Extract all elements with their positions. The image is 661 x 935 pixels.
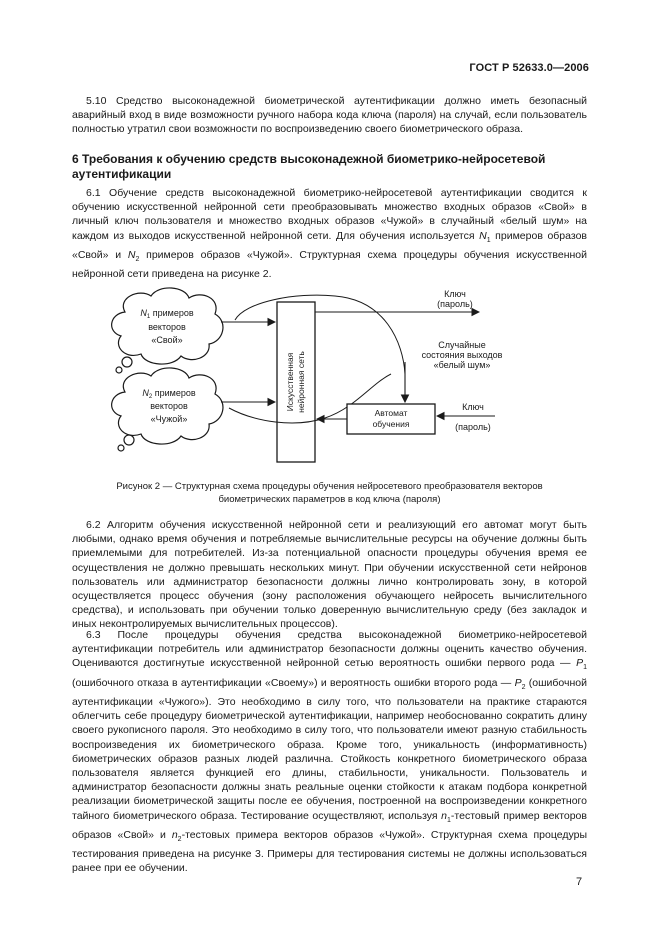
cloud1-line3: «Свой» [151,335,183,345]
p63-c: (ошибочной аутентификации «Чужого»). Это необходимо в силу того, что пользователи на практике стараются облегчить себе процедуру биометрической аутентификации, например необоснованно сократить длину своего рукописного пароля. Это необходимо в силу того, что пользователи имеют разную стабильность воспроизведения их биометрического образа. Кроме того, уникальность (информативность) биометрических образов разных людей различна. Стойкость конкретного биометрического образа пользователя является функцией его длины, стабильности, уникальности. Пользователь и администратор безопасности должны знать реальные оценки стойкости к атакам подбора конкретной реализации биометрической защиты после ее обучения, построенной на воспроизведении конкретного тайного биометрического образа. Тестирование осуществляют, используя [72,676,588,822]
p61-n2: N [127,248,136,261]
training-scheme-svg [95,282,525,472]
cloud-foreign-tail-1 [124,435,134,445]
paragraph-6-3 [72,628,587,876]
p63-n1-sub: 1 [447,816,451,824]
cloud-own-tail-2 [116,367,122,373]
page-number: 7 [576,876,583,888]
key-output-label-1: Ключ [444,289,466,299]
document-header: ГОСТ Р 52633.0—2006 [469,62,589,74]
noise-label-2: состояния выходов [421,350,503,360]
automat-label-1: Автомат [374,408,408,418]
cloud2-sub: 2 [148,394,153,400]
cloud2-line2: векторов [150,401,188,411]
cloud2-var: N [142,388,149,398]
key-input-label-1: Ключ [462,402,484,412]
paragraph-6-2: 6.2 Алгоритм обучения искусственной нейронной сети и реализующий его автомат могут быть любыми, однако время обучения и потребляемые вычислительные ресурсы на обучение должны быть приемлемыми для потребителей. Из-за потенциальной опасности процедуры обучения время ее осуществления не должно превышать нескольких минут. При обучении искусственной сети нейронов пользователь или администратор безопасности должны лично контролировать зону, в которой осуществляется процесс обучения (зону расположения обучающего нейросеть вычислительного средства), и использовать при обучении только доверенную вычислительную среду (без закладок и иных неконтролируемых вычислительных процессов). [72,519,587,631]
p61-end: примеров образов «Чужой». Структурная схема процедуры обучения искусственной нейронной сети приведена на рисунке 2. [72,248,587,281]
figure-caption [72,481,587,506]
network-label-2: нейронная сеть [296,351,306,413]
p63-p1-sub: 1 [583,664,587,672]
p63-n1: n [441,809,448,822]
p63-d: -тестовый пример векторов образов «Свой» и [72,809,587,841]
caption-line-1: Рисунок 2 — Структурная схема процедуры обучения нейросетевого преобразователя векторов [116,481,543,492]
section-title: 6 Требования к обучению средств высоконадежной биометрико-нейросетевой аутентификации [72,152,546,181]
p63-p2-sub: 2 [521,683,526,691]
cloud-foreign-tail-2 [118,445,124,451]
paragraph-6-1 [72,186,587,281]
cloud-own-tail-1 [122,357,132,367]
p61-n2-sub: 2 [135,256,140,263]
p61-mid: примеров образов «Свой» и [72,229,587,261]
cloud1-rest: примеров [150,308,194,318]
p61-text: 6.1 Обучение средств высоконадежной биометрико-нейросетевой аутентификации сводится к обучению искусственной нейронной сети преобразовывать множество входных образов «Свой» в личный ключ пользователя и множество входных образов «Чужой» в случайный «белый шум» на каждом из выходов искусственной нейронной сети. Для обучения используется [72,187,587,242]
p63-b: (ошибочного отказа в аутентификации «Своему») и вероятность ошибки второго рода — [72,676,515,689]
cloud1-line2: векторов [148,322,186,332]
p63-n2-sub: 2 [177,836,182,844]
p63-n2: n [171,828,178,841]
p61-n1: N [479,229,487,242]
cloud2-line3: «Чужой» [150,414,188,424]
noise-label-3: «белый шум» [433,360,491,370]
p63-a: 6.3 После процедуры обучения средства высоконадежной биометрико-нейросетевой аутентификации потребитель или администратор безопасности должны оценить качество обучения. Оцениваются достигнутые искусственной нейронной сетью вероятность ошибки первого рода — [72,629,587,670]
noise-label-1: Случайные [438,340,486,350]
p63-e: -тестовых примера векторов образов «Чужой». Структурная схема процедуры тестирования приведена на рисунке 3. Примеры для тестирования системы не должны использоваться ранее при ее обучении. [72,828,587,875]
p63-p2: P [514,676,522,689]
paragraph-5-10: 5.10 Средство высоконадежной биометрической аутентификации должно иметь безопасный аварийный вход в виде возможности ручного набора кода ключа (пароля) на случай, если пользователь полностью утратил свои возможности по воспроизведению своего биометрического образа. [72,95,587,136]
figure-2-diagram [95,282,525,472]
p61-n1-sub: 1 [486,236,491,244]
curve-own-feedback [235,295,405,374]
caption-line-2: биометрических параметров в код ключа (пароля) [218,493,441,505]
network-label-1: Искусственная [285,352,295,412]
cloud1-var: N [140,308,147,318]
key-output-label-2: (пароль) [437,299,473,309]
cloud2-rest: примеров [152,388,196,398]
p63-p1: P [576,657,584,670]
automat-label-2: обучения [372,419,410,429]
key-input-label-2: (пароль) [455,422,491,432]
cloud1-sub: 1 [146,314,151,320]
